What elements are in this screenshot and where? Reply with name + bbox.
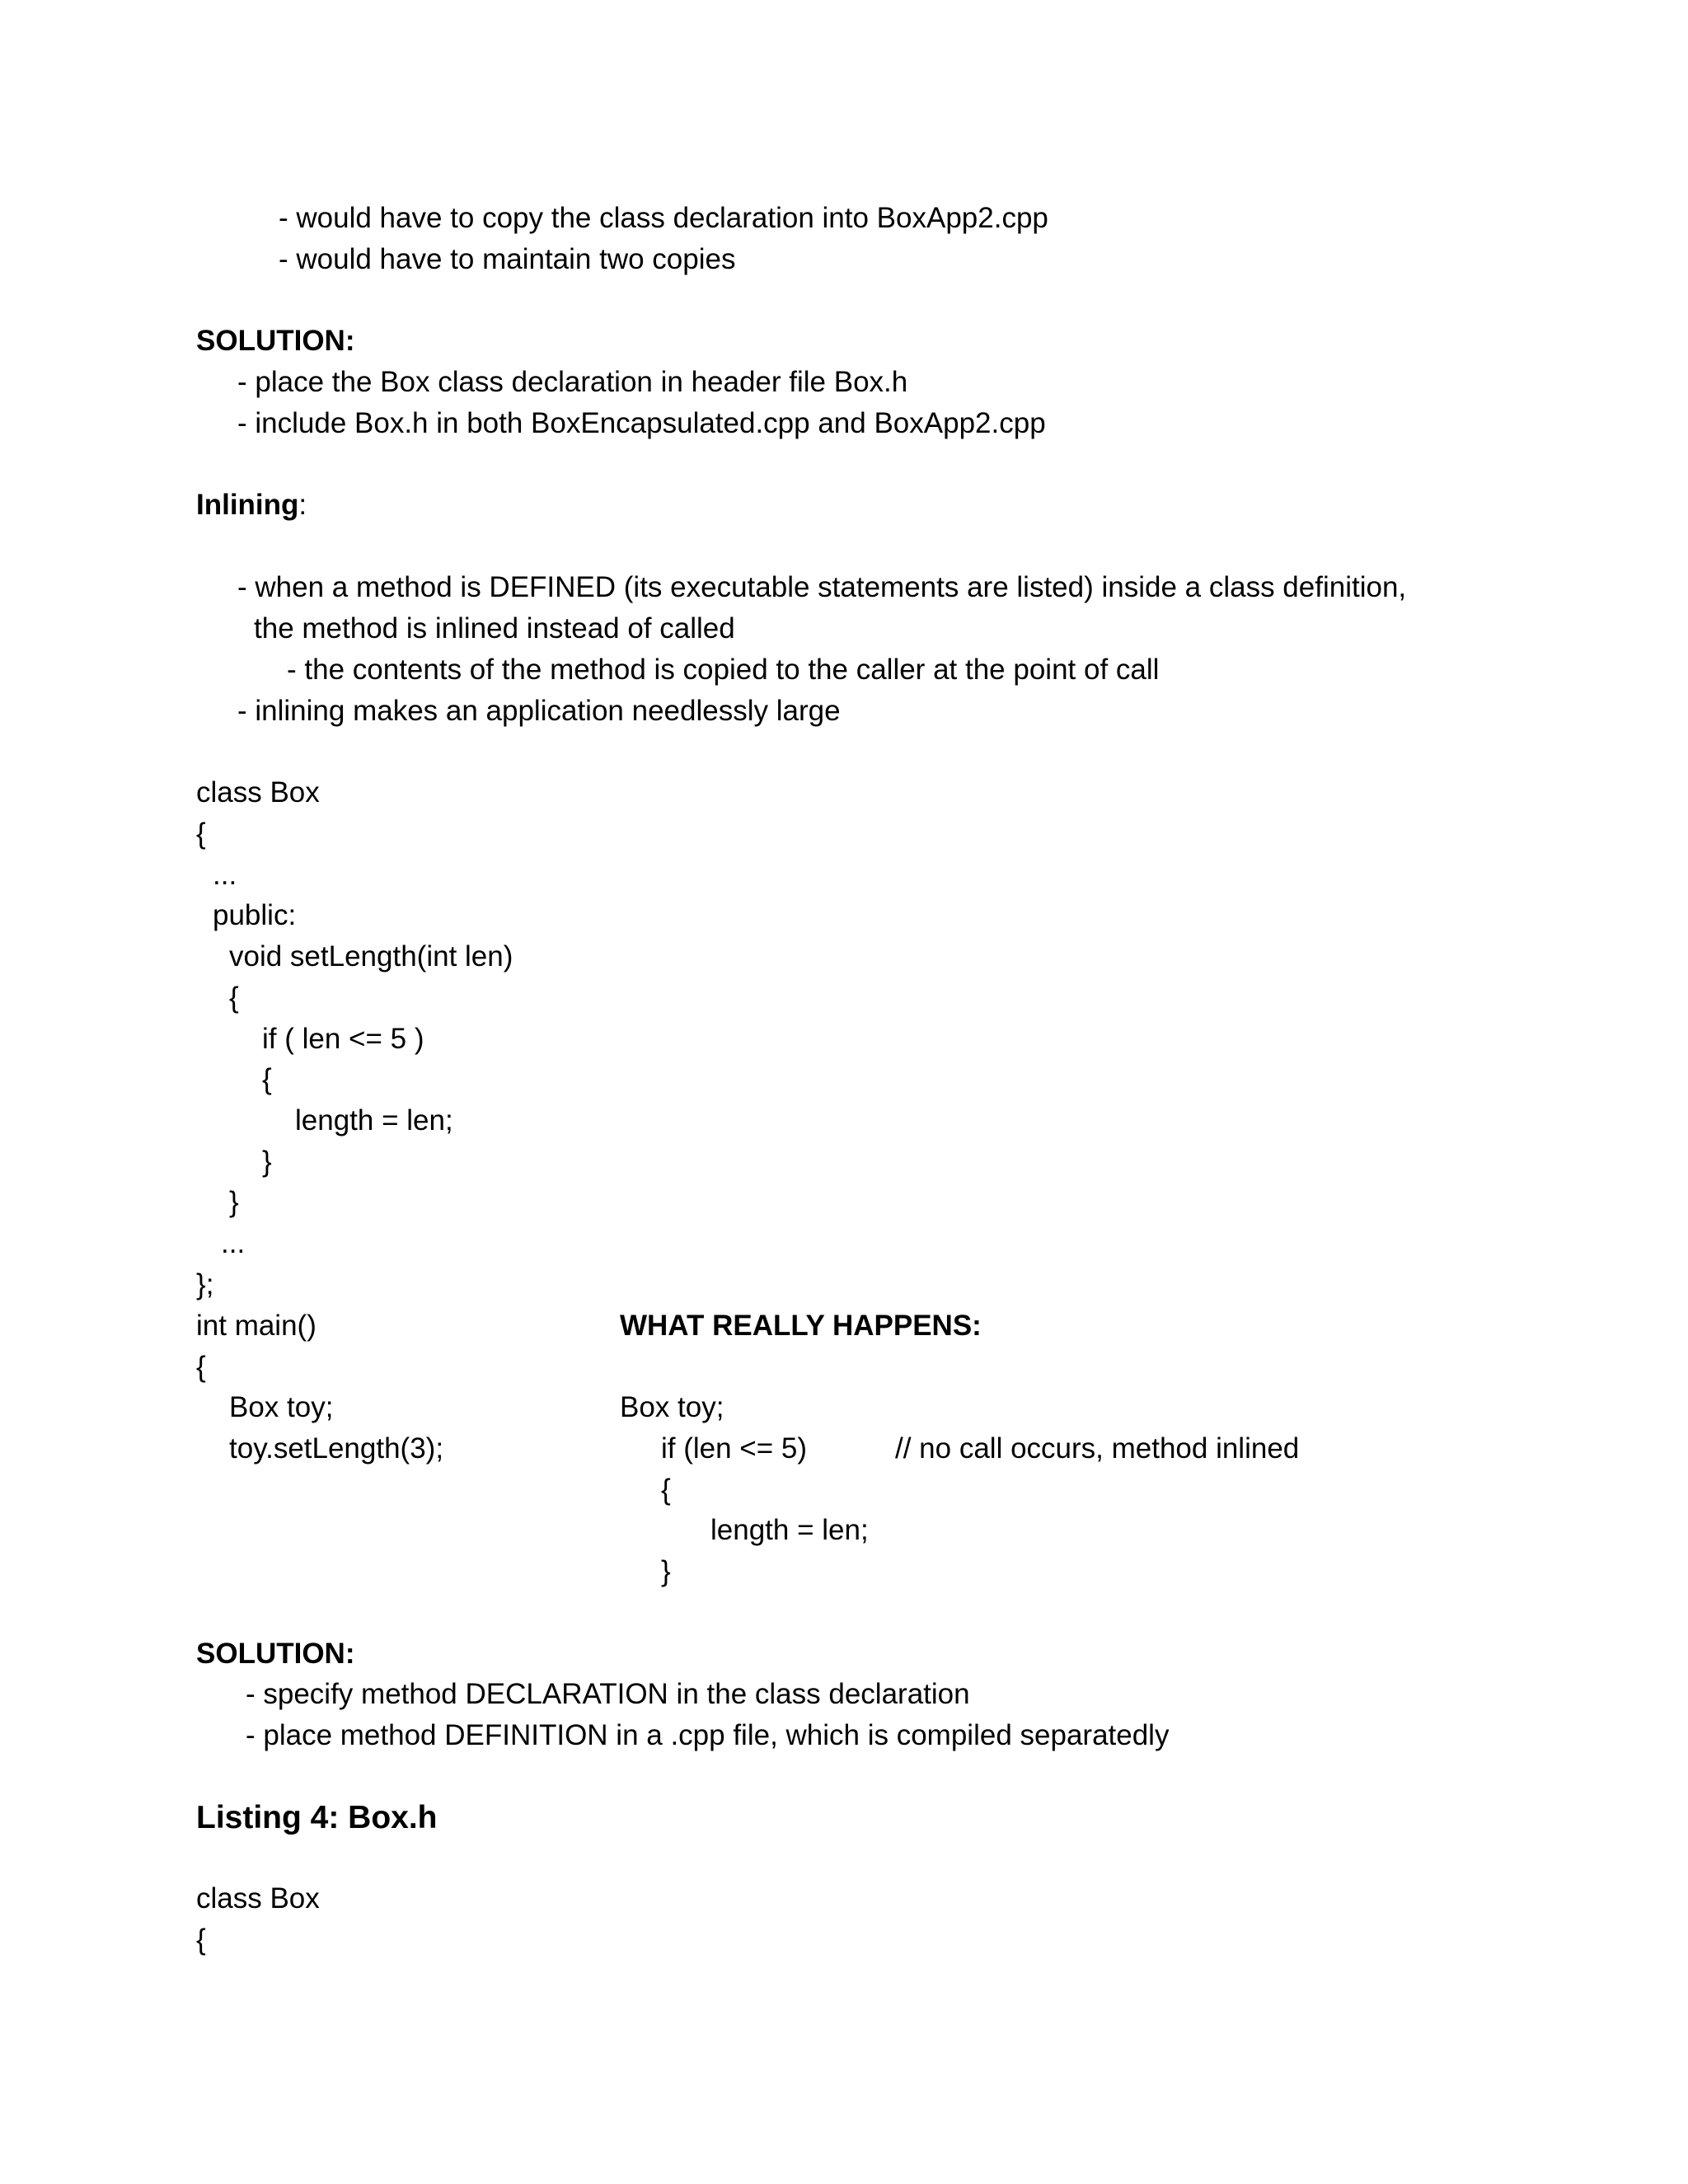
solution-2-bullet-definition: - place method DEFINITION in a .cpp file, which is compiled separatedly [246, 1719, 1170, 1751]
inlining-heading-colon: : [298, 489, 307, 521]
code-line: if ( len <= 5 ) [262, 1023, 424, 1055]
code-line: } [229, 1186, 239, 1218]
inlined-code-line: { [661, 1474, 671, 1506]
listing-heading: Listing 4: Box.h [196, 1800, 438, 1835]
what-really-happens-heading: WHAT REALLY HAPPENS: [620, 1310, 982, 1342]
inlined-code-comment: // no call occurs, method inlined [895, 1432, 1300, 1465]
inlined-code-line: } [661, 1555, 671, 1587]
code-line: { [196, 818, 206, 850]
solution-1-bullet-header: - place the Box class declaration in header file Box.h [237, 366, 908, 398]
listing-code-line: class Box [196, 1882, 320, 1915]
intro-bullet-copy-declaration: - would have to copy the class declaration into BoxApp2.cpp [279, 202, 1048, 234]
code-line: ... [213, 859, 237, 891]
code-line: }; [196, 1268, 214, 1301]
inlined-code-line: if (len <= 5) [661, 1432, 808, 1465]
solution-2-bullet-declaration: - specify method DECLARATION in the class declaration [246, 1678, 970, 1710]
inlining-heading-text: Inlining [196, 489, 299, 521]
main-code-line: { [196, 1351, 206, 1383]
main-code-line: toy.setLength(3); [229, 1432, 444, 1465]
inlining-bullet-large: - inlining makes an application needlessly large [237, 695, 841, 727]
solution-heading-1: SOLUTION: [196, 325, 355, 357]
inlining-bullet-defined: - when a method is DEFINED (its executable statements are listed) inside a class definition, [237, 571, 1407, 603]
inlined-code-line: Box toy; [620, 1391, 724, 1423]
inlining-subbullet-copied: - the contents of the method is copied to the caller at the point of call [287, 654, 1160, 686]
intro-bullet-two-copies: - would have to maintain two copies [279, 243, 736, 275]
code-line: } [262, 1146, 272, 1178]
solution-1-bullet-include: - include Box.h in both BoxEncapsulated.cpp and BoxApp2.cpp [237, 407, 1046, 439]
main-code-line: Box toy; [229, 1391, 334, 1423]
inlining-bullet-defined-cont: the method is inlined instead of called [254, 612, 735, 644]
code-line: class Box [196, 776, 320, 808]
code-line: { [262, 1063, 272, 1095]
main-code-line: int main() [196, 1310, 316, 1342]
listing-code-line: { [196, 1924, 206, 1956]
code-line: void setLength(int len) [229, 940, 513, 972]
code-line: length = len; [295, 1104, 453, 1137]
inlined-code-line: length = len; [710, 1514, 869, 1546]
code-line: public: [213, 899, 297, 931]
inlining-heading [196, 490, 307, 519]
solution-heading-2: SOLUTION: [196, 1638, 355, 1670]
code-line: { [229, 982, 239, 1014]
code-line: ... [221, 1227, 246, 1259]
